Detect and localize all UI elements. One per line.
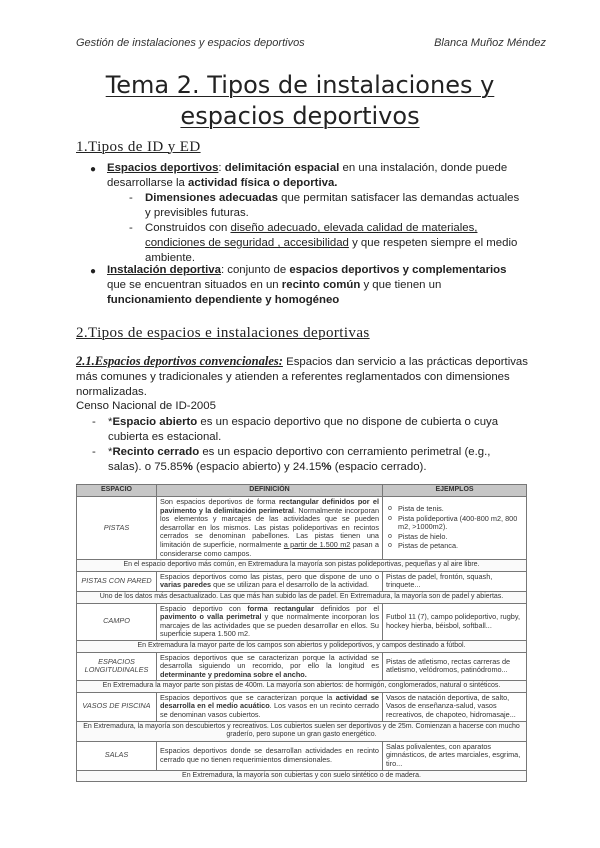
- header-definicion: DEFINICIÓN: [157, 485, 383, 497]
- espacio-abierto-definition: *Espacio abierto es un espacio deportivo que no dispone de cubierta o cuya cubierta es estacional.: [108, 416, 499, 443]
- header-course: Gestión de instalaciones y espacios deportivos: [76, 37, 305, 49]
- table-row: [77, 652, 527, 681]
- censo-label: Censo Nacional de ID-2005: [76, 400, 216, 412]
- instalacion-deportiva-definition: Instalación deportiva: conjunto de espacios deportivos y complementarios que se encuentran situados en un recinto común y que tienen un funcionamiento dependiente y homogéneo: [107, 264, 507, 306]
- note-cell: En el espacio deportivo más común, en Extremadura la mayoría son pistas polideportivas, pequeñas y al aire libre.: [77, 560, 527, 572]
- table-row: [77, 603, 527, 640]
- definition-cell: Espacios deportivos como las pistas, pero que dispone de uno o varias paredes que se utilizan para el desarrollo de la actividad.: [157, 571, 383, 591]
- list-item: o Pistas de hielo.: [386, 533, 523, 542]
- construidos-con: Construidos con diseño adecuado, elevada calidad de materiales, condiciones de seguridad , accesibilidad y que respeten siempre el medio ambiente.: [145, 222, 518, 264]
- page-title: [60, 70, 540, 132]
- espacios-deportivos-definition: Espacios deportivos: delimitación espacial en una instalación, donde puede desarrollarse la actividad física o deportiva.: [107, 162, 508, 189]
- table-header-row: [77, 485, 527, 497]
- header-author: Blanca Muñoz Méndez: [434, 37, 546, 49]
- espacio-cell: SALAS: [77, 741, 157, 770]
- definition-cell: Espacios deportivos que se caracterizan porque la actividad se desarrolla en el medio acuático. Los vasos en un recinto cerrado se denominan vasos cubiertos.: [157, 692, 383, 721]
- dimensiones-adecuadas: Dimensiones adecuadas que permitan satisfacer las demandas actuales y previsibles futuras.: [145, 192, 520, 219]
- dash-icon: -: [129, 192, 133, 204]
- table-row: [77, 571, 527, 591]
- definition-cell: Son espacios deportivos de forma rectangular definidos por el pavimento y la delimitación perimetral. Normalmente incorporan los elementos y marcajes de las actividades que se pueden desarrollar en los mismos. Las pistas polideportivas en recintos cerrados se denominan pabellones. Las pistas tienen una limitación de superficie, normalmente a partir de 1.500 m2 pasan a considerarse como campos.: [157, 497, 383, 560]
- table-note-row: [77, 640, 527, 652]
- dash-icon: -: [129, 222, 133, 234]
- table-note-row: [77, 560, 527, 572]
- note-cell: En Extremadura, la mayoría son descubiertos y recreativos. Los cubiertos suelen ser deportivos y de 25m. Comienzan a hacerse con mucho graderío, pero supone un gran gasto energético.: [77, 721, 527, 741]
- examples-cell: Pistas de atletismo, rectas carreras de atletismo, velódromos, patinódromo...: [383, 652, 527, 681]
- definition-cell: Espacios deportivos donde se desarrollan actividades en recinto cerrado que no tienen requerimientos dimensionales.: [157, 741, 383, 770]
- note-cell: En Extremadura la mayor parte son pistas de 400m. La mayoría son abiertos: de hormigón, conglomerados, natural o sintéticos.: [77, 681, 527, 693]
- table-note-row: [77, 770, 527, 782]
- bullet-icon: ●: [90, 266, 97, 277]
- espacio-cell: PISTAS: [77, 497, 157, 560]
- recinto-cerrado-definition: *Recinto cerrado es un espacio deportivo con cerramiento perimetral (e.g., salas). o 75.85% (espacio abierto) y 24.15% (espacio cerrado).: [108, 446, 491, 473]
- espacio-cell: CAMPO: [77, 603, 157, 640]
- espacio-cell: ESPACIOS LONGITUDINALES: [77, 652, 157, 681]
- list-item: o Pista polideportiva (400-800 m2, 800 m2, >1000m2).: [386, 515, 523, 532]
- espacio-cell: PISTAS CON PARED: [77, 571, 157, 591]
- bullet-icon: ●: [90, 164, 97, 175]
- header-espacio: ESPACIO: [77, 485, 157, 497]
- espacio-cell: VASOS DE PISCINA: [77, 692, 157, 721]
- note-cell: En Extremadura la mayor parte de los campos son abiertos y polideportivos, y campos destinado a fútbol.: [77, 640, 527, 652]
- definition-cell: Espacio deportivo con forma rectangular definidos por el pavimento o valla perimetral y que normalmente incorporan los marcajes de las actividades que se pueden desarrollar en ellos. Su superficie supera 1.500 m2.: [157, 603, 383, 640]
- section-1-heading: 1.Tipos de ID y ED: [76, 139, 201, 155]
- examples-cell: Vasos de natación deportiva, de salto, Vasos de enseñanza-salud, vasos recreativos, de chapoteo, hidromasaje...: [383, 692, 527, 721]
- dash-icon: -: [92, 416, 96, 428]
- table-note-row: [77, 681, 527, 693]
- table-note-row: [77, 591, 527, 603]
- table-row: [77, 741, 527, 770]
- table-row: [77, 692, 527, 721]
- table-note-row: [77, 721, 527, 741]
- examples-cell: [383, 497, 527, 560]
- section-2-heading: 2.Tipos de espacios e instalaciones deportivas: [76, 325, 370, 341]
- examples-cell: Futbol 11 (7), campo polideportivo, rugby, hockey hierba, béisbol, softball...: [383, 603, 527, 640]
- list-item: o Pistas de petanca.: [386, 542, 523, 551]
- header-ejemplos: EJEMPLOS: [383, 485, 527, 497]
- definition-cell: Espacios deportivos que se caracterizan porque la actividad se desarrolla siguiendo un recorrido, por ello la longitud es determinante y predomina sobre el ancho.: [157, 652, 383, 681]
- title-line-2: espacios deportivos: [180, 102, 420, 130]
- title-line-1: Tema 2. Tipos de instalaciones y: [105, 71, 495, 99]
- list-item: o Pista de tenis.: [386, 505, 523, 514]
- note-cell: En Extremadura, la mayoría son cubiertas y con suelo sintético o de madera.: [77, 770, 527, 782]
- espacios-table: [76, 484, 527, 782]
- convencionales-paragraph: 2.1.Espacios deportivos convencionales: Espacios dan servicio a las prácticas deportivas más comunes y tradicionales y atienden a referentes reglamentados con dimensiones normalizadas.: [76, 354, 528, 398]
- examples-cell: Salas polivalentes, con aparatos gimnásticos, de artes marciales, esgrima, tiro...: [383, 741, 527, 770]
- dash-icon: -: [92, 446, 96, 458]
- examples-cell: Pistas de padel, frontón, squash, trinquete...: [383, 571, 527, 591]
- table-row: [77, 497, 527, 560]
- note-cell: Uno de los datos más desactualizado. Las que más han subido las de padel. En Extremadura, la mayoría son de padel y abiertas.: [77, 591, 527, 603]
